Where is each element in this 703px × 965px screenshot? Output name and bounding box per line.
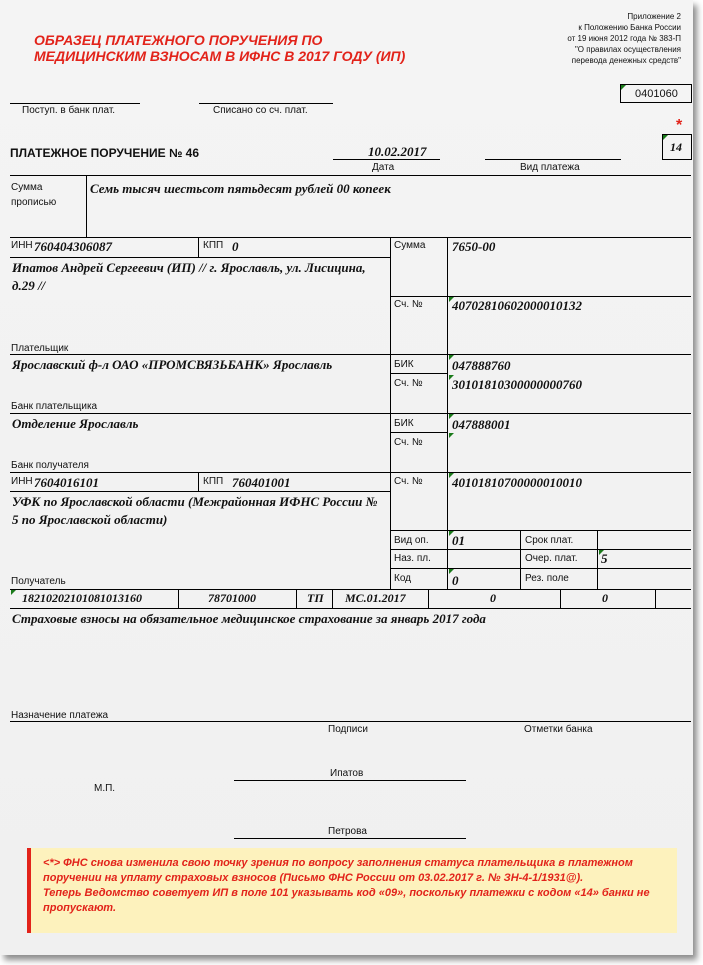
payee-account-label: Сч. № xyxy=(394,476,423,487)
purpose-code-label: Наз. пл. xyxy=(394,553,431,564)
debited-label: Списано со сч. плат. xyxy=(213,105,308,116)
payee-bank-label: Банк получателя xyxy=(11,460,89,471)
col-line xyxy=(428,589,429,608)
row-line xyxy=(10,354,691,355)
col-line xyxy=(198,237,199,257)
corner-marker xyxy=(663,135,668,140)
status-asterisk: * xyxy=(676,117,683,134)
payer-bank-account: 30101810300000000760 xyxy=(452,377,582,392)
fns-note-paragraph-1: <*> ФНС снова изменила свою точку зрения по вопросу заполнения статуса плательщика в платежном поручении на уплату страховых взносов (Письмо ФНС России от 03.02.2017 г. № ЗН-4-1/1931@). xyxy=(43,857,633,884)
row-line xyxy=(390,432,447,433)
tax-period: МС.01.2017 xyxy=(345,591,406,605)
payment-type-underline xyxy=(485,159,621,160)
amount-in-words: Семь тысяч шестьсот пятьдесят рублей 00 копеек xyxy=(90,181,391,196)
signatures-label: Подписи xyxy=(328,724,368,735)
payee-bank-bik: 047888001 xyxy=(452,417,511,432)
amount-words-label-1: Сумма xyxy=(11,182,43,193)
date-label: Дата xyxy=(372,162,395,173)
payment-purpose: Страховые взносы на обязательное медицинское страхование за январь 2017 года xyxy=(12,611,486,626)
row-line xyxy=(10,589,691,590)
debited-line xyxy=(199,103,333,104)
payer-label: Плательщик xyxy=(11,343,69,354)
reserve-label: Рез. поле xyxy=(525,573,569,584)
form-code: 0401060 xyxy=(635,88,678,100)
payer-name: Ипатов Андрей Сергеевич (ИП) // г. Ярославль, ул. Лисицина, д.29 // xyxy=(12,260,366,293)
row-line xyxy=(390,530,691,531)
signature-line-1 xyxy=(234,780,466,781)
row-line xyxy=(10,608,691,609)
row-line xyxy=(10,257,390,258)
received-line xyxy=(10,103,140,104)
document-title-line-2: МЕДИЦИНСКИМ ВЗНОСАМ В ИФНС В 2017 ГОДУ (ИП) xyxy=(34,48,406,64)
code-value: 0 xyxy=(452,573,459,588)
date-underline xyxy=(333,159,440,160)
row-line xyxy=(10,491,390,492)
appendix-line: перевода денежных средств" xyxy=(571,56,681,65)
bank-marks-label: Отметки банка xyxy=(524,724,593,735)
payee-inn-label: ИНН xyxy=(11,476,33,487)
payee-kpp-label: КПП xyxy=(203,476,224,487)
signature-line-2 xyxy=(234,838,466,839)
row-line xyxy=(10,175,691,176)
col-line xyxy=(178,589,179,608)
payee-kpp: 760401001 xyxy=(232,475,291,490)
kbk: 18210202101081013160 xyxy=(22,591,142,605)
col-line xyxy=(198,472,199,491)
payer-inn-label: ИНН xyxy=(11,240,33,251)
signer-2: Петрова xyxy=(328,826,367,837)
code-label: Код xyxy=(394,573,412,584)
appendix-line: к Положению Банка России xyxy=(578,23,681,32)
purpose-label: Назначение платежа xyxy=(11,710,109,721)
appendix-reference xyxy=(567,11,681,66)
payer-account: 40702810602000010132 xyxy=(452,298,582,313)
row-line xyxy=(10,237,691,238)
payment-type-label: Вид платежа xyxy=(520,162,580,173)
payer-kpp: 0 xyxy=(232,239,239,254)
col-line xyxy=(332,589,333,608)
payer-bank-bik: 047888760 xyxy=(452,358,511,373)
payee-name: УФК по Ярославской области (Межрайонная ИФНС России № 5 по Ярославской области) xyxy=(12,494,378,527)
document-title xyxy=(34,32,405,64)
payee-inn: 7604016101 xyxy=(34,475,99,490)
row-line xyxy=(10,721,691,722)
payment-basis: ТП xyxy=(307,591,324,605)
payer-status-box xyxy=(662,134,692,160)
payee-account: 40101810700000010010 xyxy=(452,475,582,490)
row-line xyxy=(390,373,447,374)
payer-inn: 760404306087 xyxy=(34,239,112,254)
payee-bank-bik-label: БИК xyxy=(394,418,414,429)
row-line xyxy=(390,568,691,569)
document-title-line-1: ОБРАЗЕЦ ПЛАТЕЖНОГО ПОРУЧЕНИЯ ПО xyxy=(34,32,323,48)
row-line xyxy=(10,472,691,473)
payer-bank-label: Банк плательщика xyxy=(11,401,98,412)
queue-label: Очер. плат. xyxy=(525,553,578,564)
sum-label: Сумма xyxy=(394,240,426,251)
op-type: 01 xyxy=(452,533,465,548)
payment-sum: 7650-00 xyxy=(452,239,496,254)
oktmo: 78701000 xyxy=(208,591,256,605)
document-date: 0 xyxy=(602,591,608,605)
payer-account-label: Сч. № xyxy=(394,299,423,310)
payer-bank-bik-label: БИК xyxy=(394,359,414,370)
payee-bank-name: Отделение Ярославль xyxy=(12,416,139,431)
row-line xyxy=(10,413,691,414)
stamp-label: М.П. xyxy=(94,783,116,794)
col-line xyxy=(560,589,561,608)
payee-bank-account-label: Сч. № xyxy=(394,437,423,448)
col-line xyxy=(296,589,297,608)
col-line xyxy=(655,589,656,608)
payer-status: 14 xyxy=(670,140,682,154)
appendix-line: от 19 июня 2012 года № 383-П xyxy=(567,34,681,43)
signer-1: Ипатов xyxy=(330,768,364,779)
order-title: ПЛАТЕЖНОЕ ПОРУЧЕНИЕ № 46 xyxy=(10,146,200,160)
order-date: 10.02.2017 xyxy=(368,144,427,159)
payer-bank-account-label: Сч. № xyxy=(394,378,423,389)
payee-label: Получатель xyxy=(11,576,66,587)
payer-kpp-label: КПП xyxy=(203,240,224,251)
form-code-box xyxy=(620,84,692,103)
amount-words-label-2: прописью xyxy=(11,197,57,208)
col-line xyxy=(520,530,521,589)
col-line xyxy=(597,530,598,589)
corner-marker xyxy=(621,85,626,90)
payer-bank-name: Ярославский ф-л ОАО «ПРОМСВЯЗЬБАНК» Ярославль xyxy=(12,357,333,372)
payment-queue: 5 xyxy=(601,551,608,566)
appendix-line: "О правилах осуществления xyxy=(574,45,681,54)
corner-marker xyxy=(11,590,16,595)
col-line xyxy=(86,175,87,237)
row-line xyxy=(390,549,691,550)
document-number: 0 xyxy=(490,591,496,605)
term-label: Срок плат. xyxy=(525,535,574,546)
appendix-line: Приложение 2 xyxy=(627,12,681,21)
received-label: Поступ. в банк плат. xyxy=(22,105,116,116)
corner-marker xyxy=(449,433,454,438)
op-type-label: Вид оп. xyxy=(394,535,429,546)
fns-note-paragraph-2: Теперь Ведомство советует ИП в поле 101 указывать код «09», поскольку платежки с кодом «14» банки не пропускают. xyxy=(43,887,650,914)
fns-note xyxy=(27,848,677,933)
row-line xyxy=(390,296,691,297)
